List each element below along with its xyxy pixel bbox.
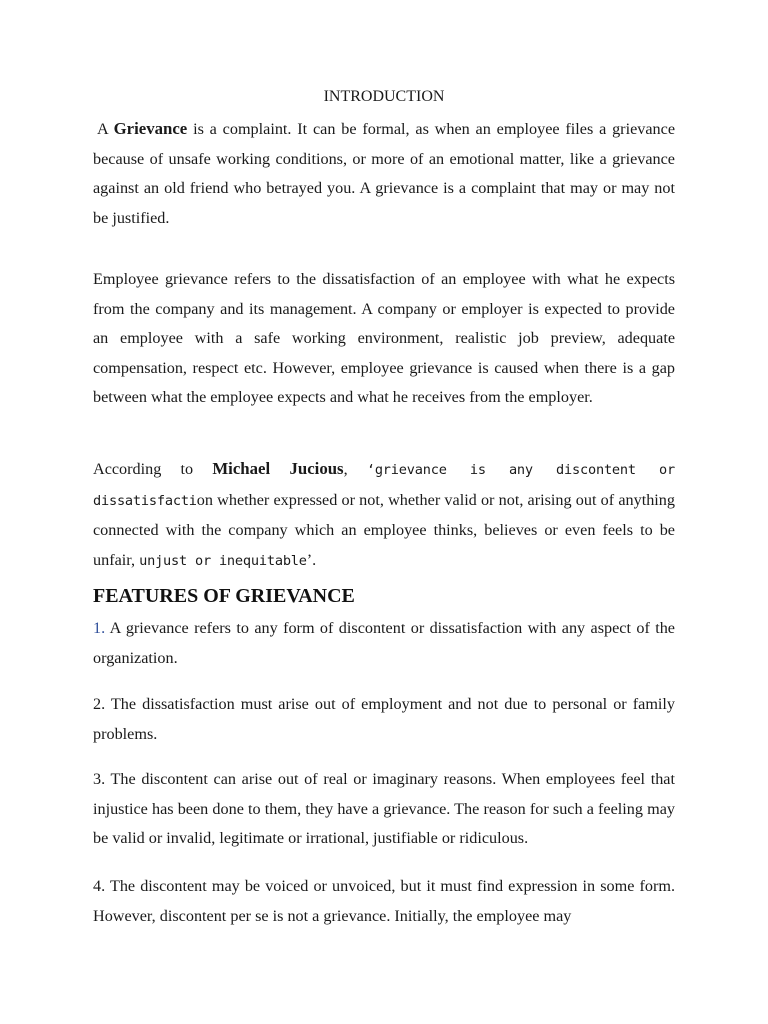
section-heading: FEATURES OF GRIEVANCE [93,585,355,607]
quote-closing: ’. [306,550,317,569]
feature-item [93,872,675,931]
grievance-term: Grievance [113,119,188,138]
quote-start: ‘grievance is any discontent or dissatisfacti [93,462,676,509]
feature-number: 1. [93,619,106,637]
feature-text: The dissatisfaction must arise out of employment and not due to personal or family problems. [93,695,675,743]
quote-body: on whether expressed or not, whether valid or not, arising out of anything connected with the company which an employee thinks, believes or even feels to be unfair, [93,490,675,569]
feature-item [93,765,675,854]
quote-comma: , [343,460,367,478]
feature-item [93,614,675,673]
quote-end: unjust or inequitable [139,552,307,569]
intro-text: is a complaint. It can be formal, as when an employee files a grievance because of unsafe working conditions, or more of an emotional matter, like a grievance against an old friend who betrayed you. A grievance is a complaint that may or may not be justified. [93,120,675,227]
feature-number: 4. [93,877,106,895]
feature-text: A grievance refers to any form of discontent or dissatisfaction with any aspect of the organization. [93,619,675,667]
feature-text: The discontent may be voiced or unvoiced, but it must find expression in some form. However, discontent per se is not a grievance. Initially, the employee may [93,877,675,925]
quote-paragraph [93,454,675,576]
feature-number: 3. [93,770,106,788]
feature-text: The discontent can arise out of real or imaginary reasons. When employees feel that injustice has been done to them, they have a grievance. The reason for such a feeling may be valid or invalid, legitimate or irrational, justifiable or ridiculous. [93,770,675,847]
quote-lead: According to [93,460,213,478]
intro-lead: A [97,120,108,138]
author-name: Michael Jucious [212,459,344,478]
feature-item [93,690,675,749]
feature-number: 2. [93,695,106,713]
intro-paragraph [93,114,675,233]
definition-paragraph: Employee grievance refers to the dissatisfaction of an employee with what he expects from the company and its management. A company or employer is expected to provide an employee with a safe working environment, realistic job preview, adequate compensation, respect etc. However, employee grievance is caused when there is a gap between what the employee expects and what he receives from the employer. [93,270,675,406]
page-title: INTRODUCTION [323,88,445,105]
